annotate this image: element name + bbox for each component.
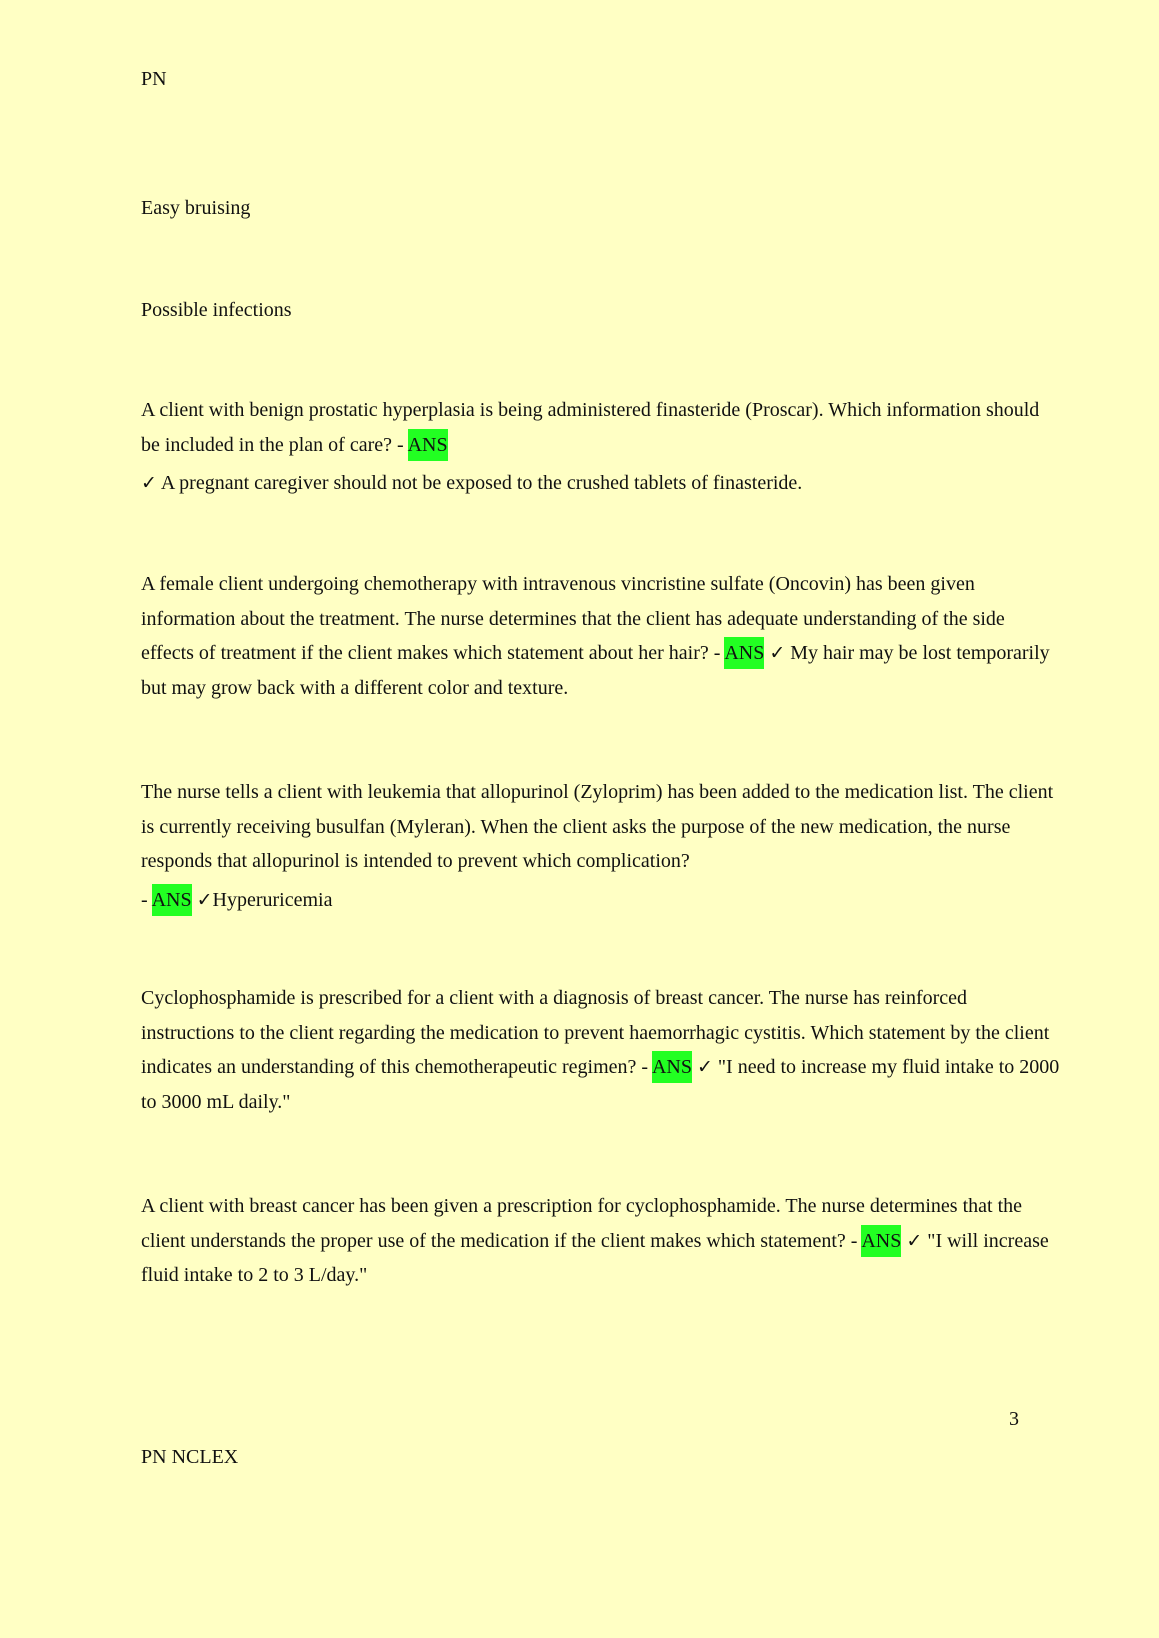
answer-dash: - — [141, 888, 148, 911]
qa-item — [141, 393, 1061, 501]
answer-tag: ANS — [152, 884, 192, 916]
qa-item — [141, 567, 1061, 705]
answer-tag: ANS — [861, 1225, 901, 1257]
answer-tag: ANS — [652, 1051, 692, 1083]
question-text: The nurse tells a client with leukemia that allopurinol (Zyloprim) has been added to the medication list. The client is currently receiving busulfan (Myleran). When the client asks the purpose of the new medication, the nurse responds that allopurinol is intended to prevent which complication? — [141, 781, 1054, 872]
fragment-possible-infections: Possible infections — [141, 299, 292, 321]
answer-text: "I will increase fluid intake to 2 to 3 L/day." — [141, 1229, 1049, 1286]
checkmark-icon: ✓ — [196, 888, 213, 911]
answer-text: My hair may be lost temporarily but may grow back with a different color and texture. — [141, 642, 1050, 699]
qa-item — [141, 981, 1061, 1119]
answer-tag: ANS — [408, 429, 448, 461]
page-number: 3 — [1009, 1408, 1019, 1430]
checkmark-icon: ✓ — [141, 472, 157, 494]
question-text: A client with benign prostatic hyperplasia is being administered finasteride (Proscar). Which information should be included in the plan of care? - — [141, 399, 1040, 456]
answer-line — [141, 883, 1061, 918]
fragment-easy-bruising: Easy bruising — [141, 197, 251, 219]
checkmark-icon: ✓ — [906, 1229, 923, 1252]
checkmark-icon: ✓ — [769, 642, 786, 664]
answer-text: "I need to increase my fluid intake to 2000 to 3000 mL daily." — [141, 1056, 1060, 1113]
answer-line — [141, 466, 1061, 501]
question-text: A female client undergoing chemotherapy with intravenous vincristine sulfate (Oncovin) has been given information about the treatment. The nurse determines that the client has adequate understanding of the side effects of treatment if the client makes which statement about her hair? - — [141, 573, 1005, 664]
qa-item — [141, 1189, 1061, 1293]
checkmark-icon: ✓ — [696, 1056, 713, 1078]
qa-item — [141, 775, 1061, 917]
answer-text: Hyperuricemia — [212, 888, 333, 911]
answer-tag: ANS — [724, 637, 764, 669]
page-footer: PN NCLEX — [141, 1446, 239, 1468]
question-text: A client with breast cancer has been given a prescription for cyclophosphamide. The nurse determines that the client understands the proper use of the medication if the client makes which statement? - — [141, 1195, 1022, 1252]
page-header: PN — [141, 68, 167, 90]
answer-text: A pregnant caregiver should not be exposed to the crushed tablets of finasteride. — [160, 472, 803, 494]
question-text: Cyclophosphamide is prescribed for a client with a diagnosis of breast cancer. The nurse has reinforced instructions to the client regarding the medication to prevent haemorrhagic cystitis. Which statement by the client indicates an understanding of this chemotherapeutic regimen? - — [141, 987, 1050, 1078]
